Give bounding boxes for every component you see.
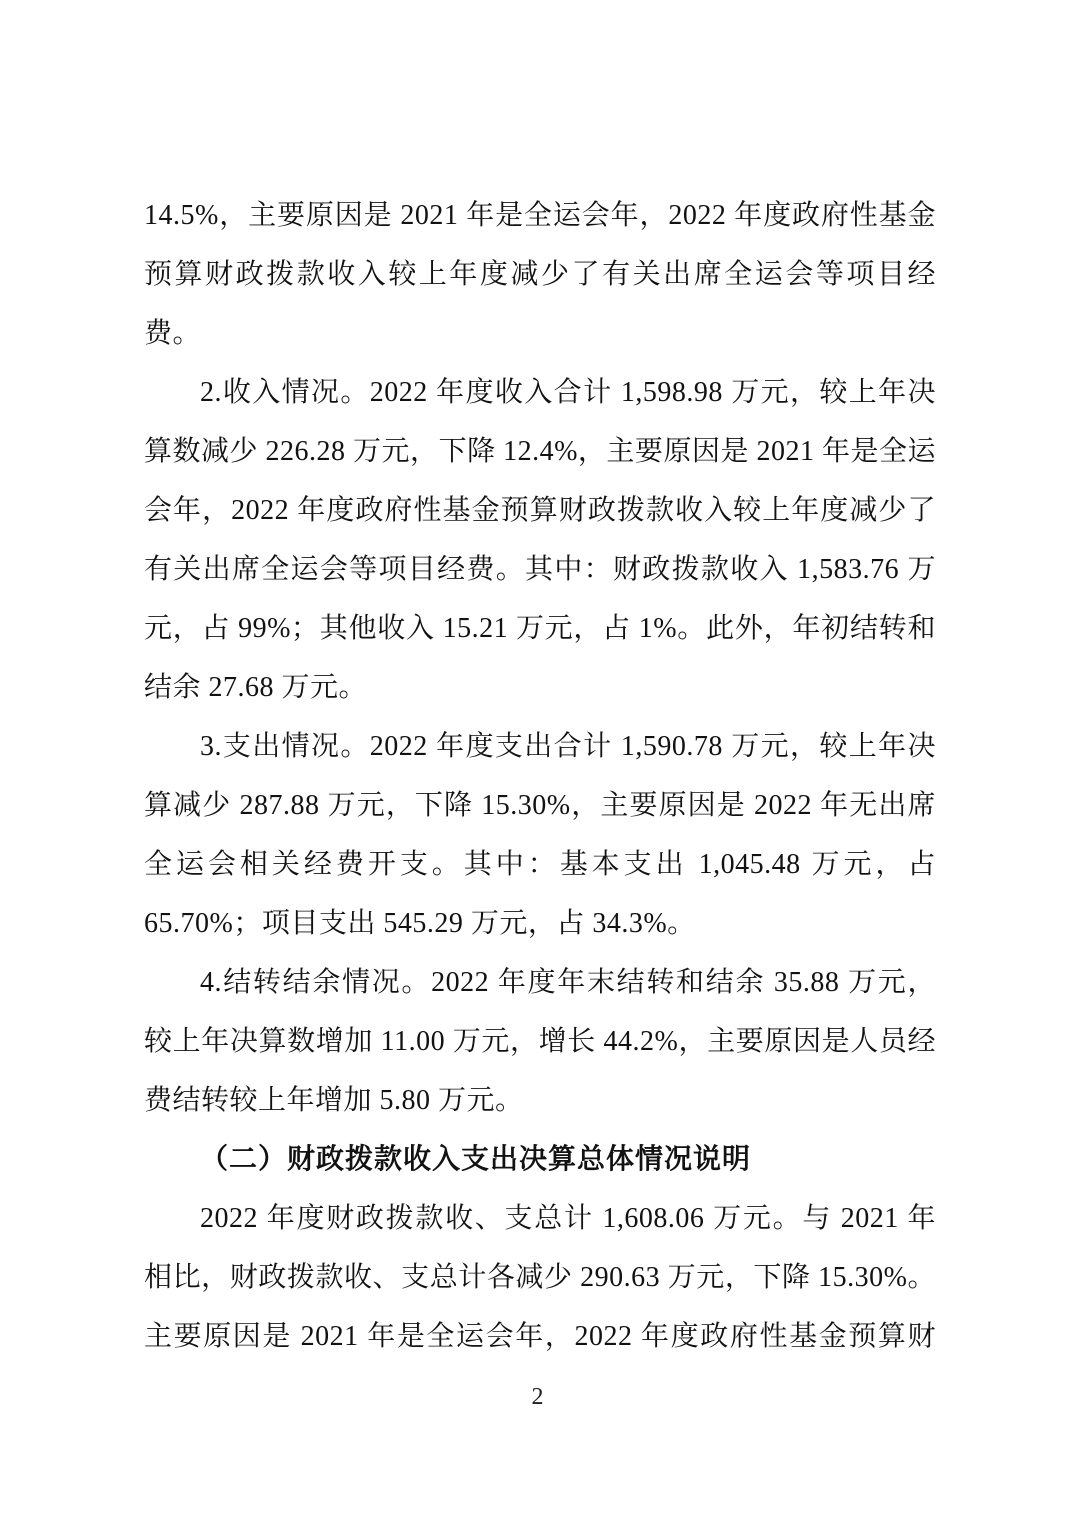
text-line: 元，占 99%；其他收入 15.21 万元，占 1%。此外，年初结转和 [144,613,936,644]
text-line: 算数减少 226.28 万元，下降 12.4%，主要原因是 2021 年是全运 [144,436,936,467]
text-line: （二）财政拨款收入支出决算总体情况说明 [200,1144,752,1175]
page-number: 2 [531,1384,544,1410]
text-line: 3.支出情况。2022 年度支出合计 1,590.78 万元，较上年决 [200,731,936,762]
text-line: 有关出席全运会等项目经费。其中：财政拨款收入 1,583.76 万 [144,554,936,585]
section-heading [144,1130,936,1189]
text-line: 相比，财政拨款收、支总计各减少 290.63 万元，下降 15.30%。 [144,1262,936,1293]
body-paragraph [144,717,936,953]
text-line: 2022 年度财政拨款收、支总计 1,608.06 万元。与 2021 年 [200,1203,936,1234]
text-line: 费结转较上年增加 5.80 万元。 [144,1085,524,1116]
body-paragraph [144,186,936,363]
text-line: 结余 27.68 万元。 [144,672,368,703]
text-line: 会年，2022 年度政府性基金预算财政拨款收入较上年度减少了 [144,495,936,526]
body-paragraph [144,953,936,1130]
text-line: 费。 [144,318,202,349]
text-line: 全运会相关经费开支。其中：基本支出 1,045.48 万元，占 [144,849,936,880]
text-line: 较上年决算数增加 11.00 万元，增长 44.2%，主要原因是人员经 [144,1026,936,1057]
text-line: 65.70%；项目支出 545.29 万元，占 34.3%。 [144,908,696,939]
text-line: 2.收入情况。2022 年度收入合计 1,598.98 万元，较上年决 [200,377,936,408]
text-line: 预算财政拨款收入较上年度减少了有关出席全运会等项目经 [144,259,936,290]
text-line: 14.5%，主要原因是 2021 年是全运会年，2022 年度政府性基金 [144,200,936,231]
body-paragraph [144,363,936,717]
document-content [144,186,936,1366]
text-line: 算减少 287.88 万元，下降 15.30%，主要原因是 2022 年无出席 [144,790,936,821]
body-paragraph [144,1189,936,1366]
text-line: 主要原因是 2021 年是全运会年，2022 年度政府性基金预算财 [144,1321,936,1352]
text-line: 4.结转结余情况。2022 年度年末结转和结余 35.88 万元， [200,967,936,998]
